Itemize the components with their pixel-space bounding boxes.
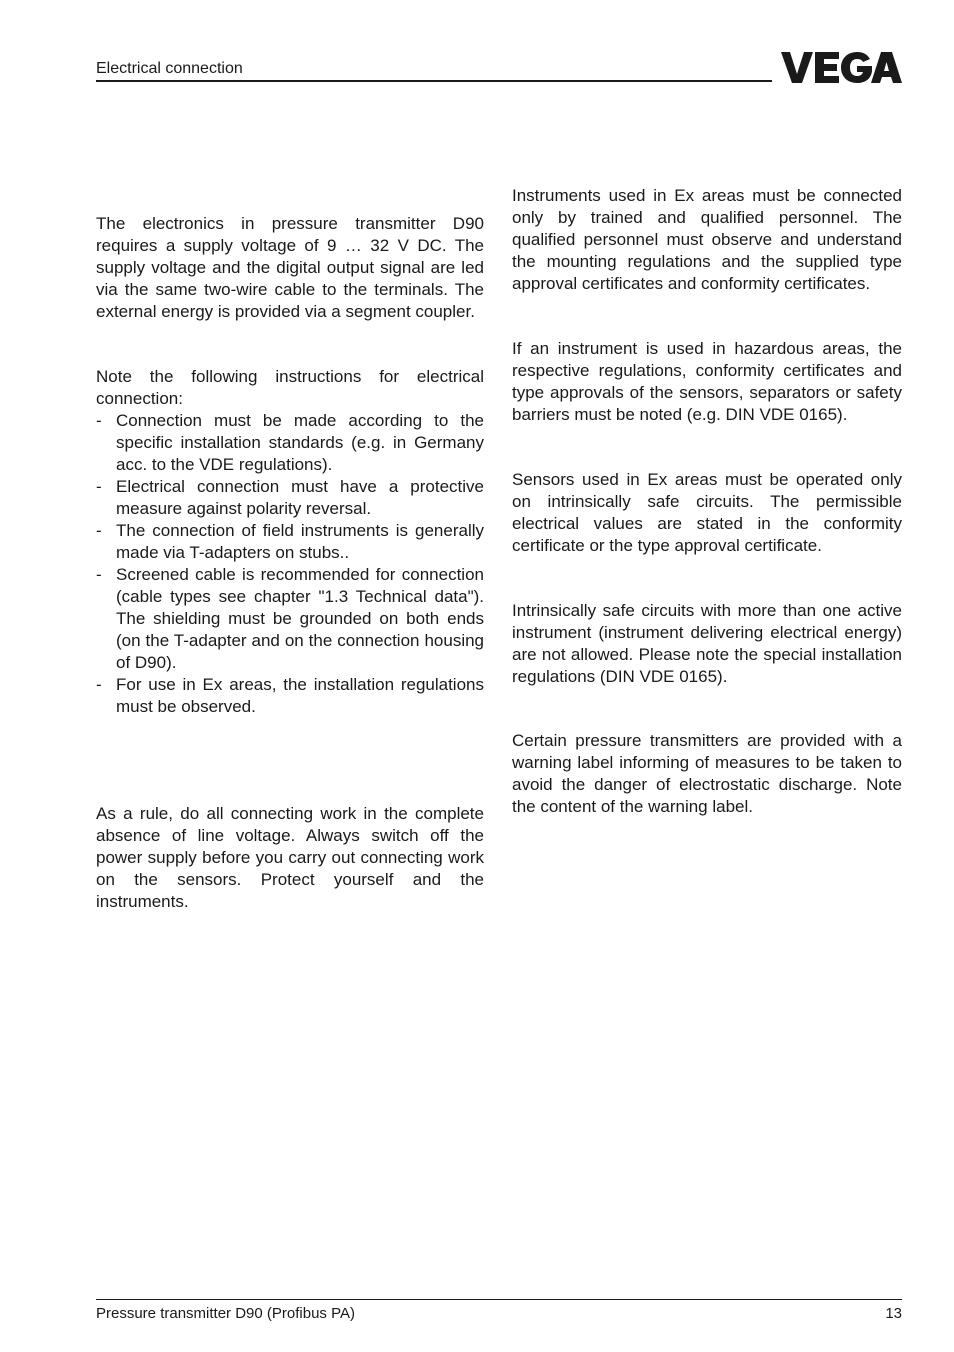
list-item: - The connection of field instruments is generally made via T-adapters on stubs.. [96, 521, 484, 562]
dash-bullet: - [96, 477, 102, 496]
instructions-intro: Note the following instructions for electrical connection: [96, 367, 484, 408]
vega-logo [781, 51, 902, 84]
ex-areas-paragraph: Instruments used in Ex areas must be connected only by trained and qualified personnel. The qualified personnel must observe and understand the mounting regulations and the supplied type approval certificates and conformity certificates. [512, 186, 902, 293]
dash-bullet: - [96, 565, 102, 584]
instructions-list [96, 410, 484, 718]
warning-label-paragraph: Certain pressure transmitters are provided with a warning label informing of measures to be taken to avoid the danger of electrostatic discharge. Note the content of the warning label. [512, 731, 902, 816]
list-item: - Connection must be made according to the specific installation standards (e.g. in Germany acc. to the VDE regulations). [96, 411, 484, 474]
active-instruments-paragraph: Intrinsically safe circuits with more than one active instrument (instrument delivering electrical energy) are not allowed. Please note the special installation regulations (DIN VDE 0165). [512, 601, 902, 686]
running-header-title: Electrical connection [96, 60, 243, 77]
dash-bullet: - [96, 675, 102, 694]
dash-bullet: - [96, 521, 102, 540]
page-number: 13 [885, 1305, 902, 1322]
hazardous-areas-paragraph: If an instrument is used in hazardous areas, the respective regulations, conformity certificates and type approvals of the sensors, separators or safety barriers must be noted (e.g. DIN VDE 0165). [512, 339, 902, 424]
footer-divider [96, 1299, 902, 1300]
supply-voltage-paragraph: The electronics in pressure transmitter D90 requires a supply voltage of 9 … 32 V DC. The supply voltage and the digital output signal are led via the same two-wire cable to the terminals. The external energy is provided via a segment coupler. [96, 214, 484, 321]
footer-document-title: Pressure transmitter D90 (Profibus PA) [96, 1305, 355, 1322]
list-item: - Screened cable is recommended for connection (cable types see chapter "1.3 Technical data"). The shielding must be grounded on both ends (on the T-adapter and on the connection housing of D90). [96, 565, 484, 672]
instructions-block [96, 366, 484, 718]
dash-bullet: - [96, 411, 102, 430]
header-divider [96, 80, 772, 82]
list-item: - For use in Ex areas, the installation regulations must be observed. [96, 675, 484, 716]
list-item: - Electrical connection must have a protective measure against polarity reversal. [96, 477, 484, 518]
intrinsic-safety-paragraph: Sensors used in Ex areas must be operated only on intrinsically safe circuits. The permissible electrical values are stated in the conformity certificate or the type approval certificate. [512, 470, 902, 555]
safety-paragraph: As a rule, do all connecting work in the complete absence of line voltage. Always switch off the power supply before you carry out connecting work on the sensors. Protect yourself and the instruments. [96, 804, 484, 911]
